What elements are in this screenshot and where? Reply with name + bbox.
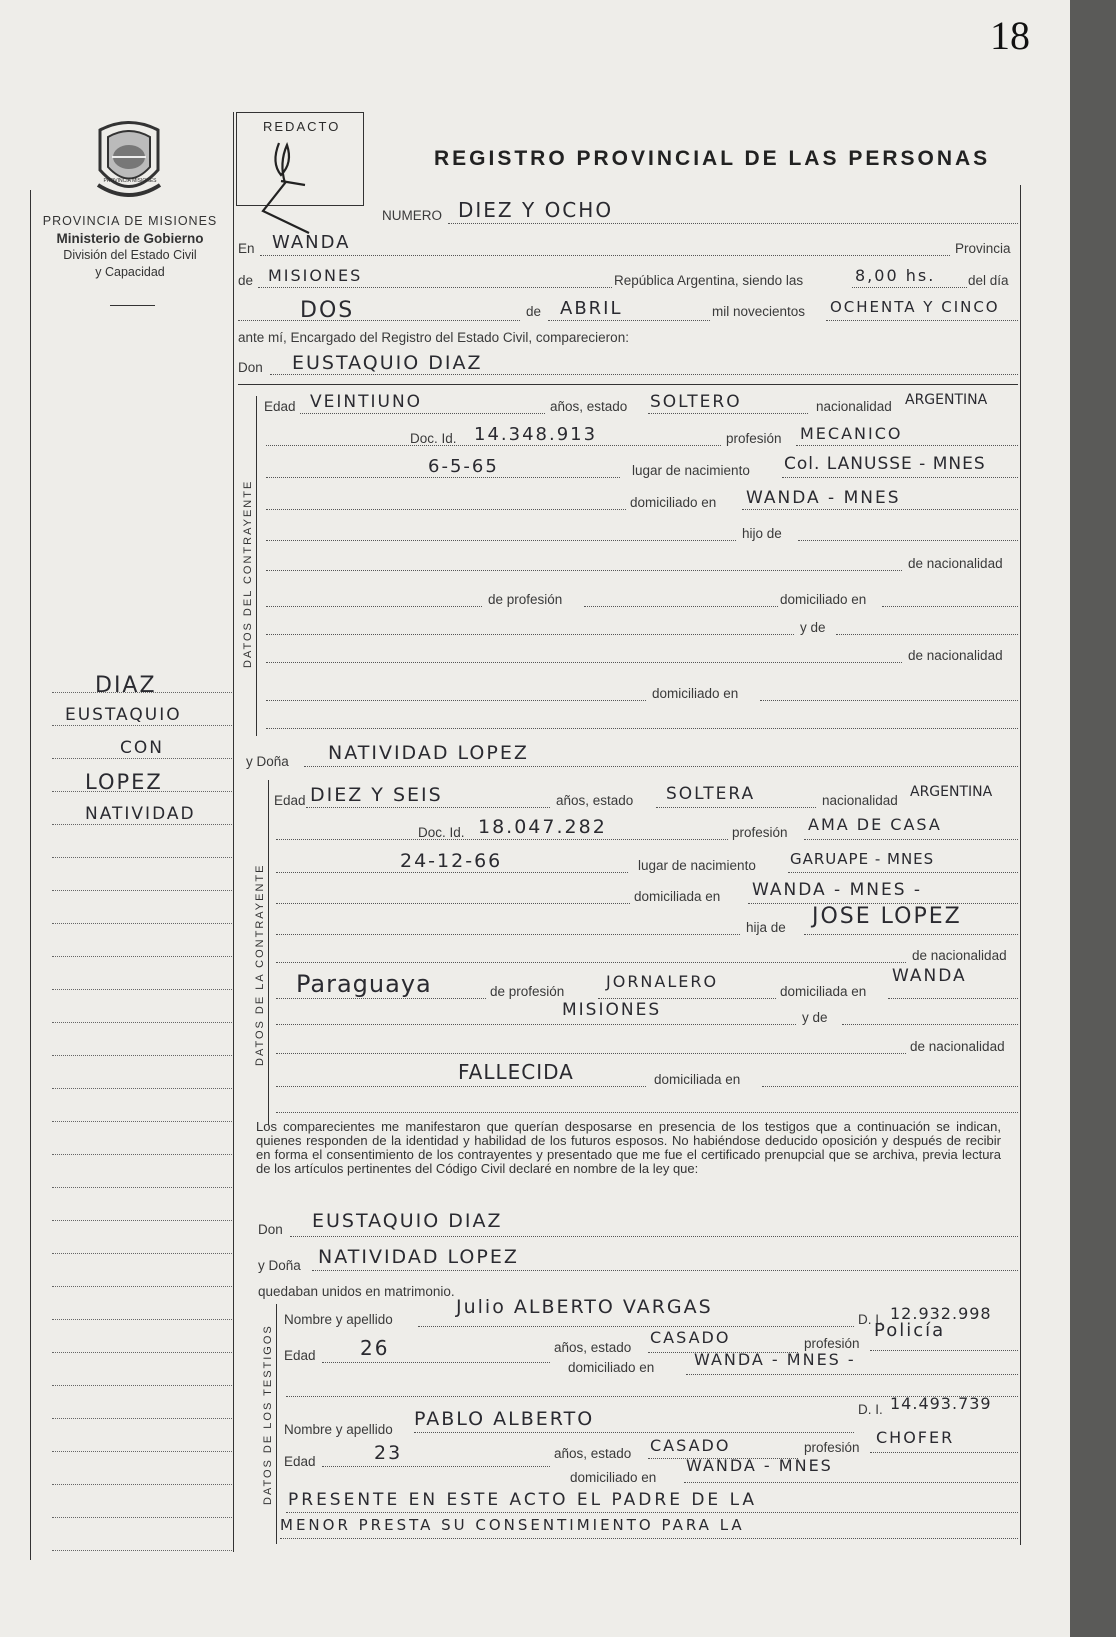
right-border bbox=[1020, 185, 1021, 1545]
f-fecha-value: 24-12-66 bbox=[400, 850, 503, 872]
t2-prof-label: profesión bbox=[804, 1440, 860, 1455]
t2-dom-line bbox=[684, 1482, 1018, 1483]
don-line bbox=[270, 374, 1018, 375]
c-dom-line-left bbox=[266, 509, 626, 510]
f-nac3-line bbox=[276, 1053, 906, 1054]
t1-prof-value: Policía bbox=[874, 1320, 946, 1341]
redacto-stamp bbox=[236, 112, 364, 206]
c-dom3-line-left bbox=[266, 700, 646, 701]
c-dom-value: WANDA - MNES bbox=[746, 488, 901, 508]
decl-dona-value: NATIVIDAD LOPEZ bbox=[318, 1246, 519, 1268]
margin-line bbox=[52, 1352, 232, 1353]
provincia-label: Provincia bbox=[955, 241, 1011, 256]
t1-edad-label: Edad bbox=[284, 1348, 316, 1363]
en-value: WANDA bbox=[272, 232, 351, 253]
f-doc-value: 18.047.282 bbox=[478, 816, 607, 838]
c-fecha-value: 6-5-65 bbox=[428, 456, 499, 477]
dona-label: y Doña bbox=[246, 754, 289, 769]
f-anios-label: años, estado bbox=[556, 793, 634, 808]
quedaban-label: quedaban unidos en matrimonio. bbox=[258, 1284, 455, 1299]
t2-di-label: D. I. bbox=[858, 1402, 883, 1417]
margin-line bbox=[52, 890, 232, 891]
c-dom3-label: domiciliado en bbox=[652, 686, 739, 701]
numero-value: DIEZ Y OCHO bbox=[458, 198, 614, 222]
c-estado-line bbox=[648, 413, 808, 414]
seal-text: PROVINCIA MISIONES bbox=[103, 178, 157, 184]
note-line-1: PRESENTE EN ESTE ACTO EL PADRE DE LA bbox=[288, 1490, 758, 1510]
c-nac3-line bbox=[266, 662, 902, 663]
t2-edad-label: Edad bbox=[284, 1454, 316, 1469]
republica-label: República Argentina, siendo las bbox=[614, 273, 804, 288]
document-title: REGISTRO PROVINCIAL DE LAS PERSONAS bbox=[434, 147, 991, 170]
margin-line bbox=[52, 692, 232, 693]
c-dom2-line bbox=[882, 606, 1018, 607]
de-mes-label: de bbox=[526, 304, 542, 319]
margin-line bbox=[52, 1418, 232, 1419]
division-name: División del Estado Civil bbox=[63, 248, 197, 262]
f-prof-line bbox=[804, 839, 1018, 840]
anio-value: OCHENTA Y CINCO bbox=[830, 298, 1000, 316]
header-rule bbox=[238, 384, 1018, 385]
f-estado-value: SOLTERA bbox=[666, 784, 756, 804]
decl-don-value: EUSTAQUIO DIAZ bbox=[312, 1210, 503, 1232]
c-prof-line bbox=[796, 445, 1018, 446]
c-hijo-line bbox=[798, 540, 1018, 541]
t1-dom-label: domiciliado en bbox=[568, 1360, 655, 1375]
t2-prof-value: CHOFER bbox=[876, 1428, 955, 1447]
t1-dom-value: WANDA - MNES - bbox=[694, 1350, 856, 1369]
t1-nombre-label: Nombre y apellido bbox=[284, 1312, 393, 1327]
declaration-text: Los comparecientes me manifestaron que querían desposarse en presencia de los testigos que a continuación se indican, quienes responden de la identidad y habilidad de los futuros esposos. No habiéndose deducido oposición y después de recibir en forma el consentimiento de los contrayentes y presentado que me fue el certificado prenupcial que se archiva, previa lectura de los artículos pertinentes del Código Civil declaré en nombre de la ley que: bbox=[256, 1119, 1001, 1176]
t1-di-label: D. I. bbox=[858, 1312, 883, 1327]
margin-note-name2: NATIVIDAD bbox=[85, 804, 196, 824]
c-prof-value: MECANICO bbox=[800, 424, 903, 443]
f-hija-label: hija de bbox=[746, 920, 786, 935]
f-padre-nac-line bbox=[276, 998, 486, 999]
c-doc-line bbox=[266, 445, 721, 446]
margin-line bbox=[52, 1055, 232, 1056]
margin-line bbox=[52, 857, 232, 858]
t1-di-value: 12.932.998 bbox=[890, 1304, 992, 1323]
note-line-2-rule bbox=[280, 1538, 1018, 1539]
margin-line bbox=[52, 1451, 232, 1452]
margin-line bbox=[52, 1220, 232, 1221]
f-edad-line bbox=[306, 807, 550, 808]
contrayenta-side-label: DATOS DE LA CONTRAYENTE bbox=[254, 863, 266, 1066]
f-padre-dom2-value: MISIONES bbox=[562, 1000, 662, 1020]
c-hijo-line-left bbox=[266, 540, 736, 541]
f-yde-line bbox=[842, 1024, 1018, 1025]
f-padre-line bbox=[804, 934, 1018, 935]
margin-divider bbox=[233, 112, 234, 1552]
c-edad-label: Edad bbox=[264, 399, 296, 414]
t1-estado-value: CASADO bbox=[650, 1328, 731, 1347]
f-lugar-value: GARUAPE - MNES bbox=[790, 850, 935, 868]
signature-icon bbox=[249, 133, 359, 243]
c-de-prof-label: de profesión bbox=[488, 592, 563, 607]
ante-label: ante mí, Encargado del Registro del Estado Civil, comparecieron: bbox=[238, 330, 629, 345]
c-nac-label: nacionalidad bbox=[816, 399, 892, 414]
f-de-prof-label: de profesión bbox=[490, 984, 565, 999]
hora-value: 8,00 hs. bbox=[855, 266, 936, 285]
f-de-nac2-label: de nacionalidad bbox=[910, 1039, 1005, 1054]
f-padre-dom2-line bbox=[276, 1024, 796, 1025]
f-lugar-line bbox=[788, 872, 1018, 873]
f-nac-label: nacionalidad bbox=[822, 793, 898, 808]
mes-value: ABRIL bbox=[560, 298, 623, 319]
ministry-name: Ministerio de Gobierno bbox=[56, 231, 204, 246]
margin-line bbox=[52, 758, 232, 759]
t1-prof-line bbox=[870, 1350, 1018, 1351]
c-anios-label: años, estado bbox=[550, 399, 628, 414]
margin-line bbox=[52, 1286, 232, 1287]
f-madre-estado-value: FALLECIDA bbox=[458, 1060, 574, 1084]
testigos-bracket bbox=[276, 1304, 277, 1544]
don-value: EUSTAQUIO DIAZ bbox=[292, 352, 483, 374]
en-line bbox=[260, 255, 950, 256]
margin-line bbox=[52, 1319, 232, 1320]
t2-dom-label: domiciliado en bbox=[570, 1470, 657, 1485]
t2-di-value: 14.493.739 bbox=[890, 1394, 992, 1413]
province-block bbox=[30, 213, 230, 281]
contrayente-side-label: DATOS DEL CONTRAYENTE bbox=[242, 479, 254, 668]
f-edad-value: DIEZ Y SEIS bbox=[310, 784, 443, 806]
c-fecha-line bbox=[266, 477, 620, 478]
f-nac2-line bbox=[276, 962, 906, 963]
margin-line bbox=[52, 791, 232, 792]
contrayenta-bracket bbox=[268, 780, 269, 1125]
hora-line bbox=[852, 287, 967, 288]
t2-nombre-line bbox=[414, 1432, 854, 1433]
c-lugar-line bbox=[782, 477, 1018, 478]
f-padre-value: JOSE LOPEZ bbox=[812, 904, 962, 929]
c-prof2-line bbox=[584, 606, 778, 607]
t1-dom-line bbox=[686, 1374, 1018, 1375]
provincial-seal-icon bbox=[90, 115, 168, 205]
mil-label: mil novecientos bbox=[712, 304, 806, 319]
c-yde-line bbox=[836, 634, 1018, 635]
margin-line bbox=[52, 824, 232, 825]
stamp-label: REDACTO bbox=[263, 119, 341, 134]
margin-line bbox=[52, 1121, 232, 1122]
c-doc-value: 14.348.913 bbox=[474, 424, 598, 445]
dona-line bbox=[304, 766, 1018, 767]
numero-line bbox=[448, 223, 1018, 224]
f-dom-line-left bbox=[276, 903, 630, 904]
c-edad-value: VEINTIUNO bbox=[310, 392, 423, 412]
t1-nombre-value: Julio ALBERTO VARGAS bbox=[456, 1296, 713, 1318]
c-extra-line bbox=[266, 728, 1018, 729]
del-dia-label: del día bbox=[968, 273, 1009, 288]
f-hija-line-left bbox=[276, 934, 740, 935]
page-edge-shadow bbox=[1070, 0, 1116, 1637]
dia-value: DOS bbox=[300, 298, 355, 323]
numero-label: NUMERO bbox=[382, 208, 442, 223]
t2-nombre-value: PABLO ALBERTO bbox=[414, 1408, 595, 1430]
t2-anios-label: años, estado bbox=[554, 1446, 632, 1461]
f-padre-prof-value: JORNALERO bbox=[606, 972, 719, 991]
c-edad-line bbox=[300, 413, 545, 414]
c-nac-value: ARGENTINA bbox=[905, 392, 988, 408]
f-dom-value: WANDA - MNES - bbox=[752, 880, 923, 900]
margin-line bbox=[52, 1187, 232, 1188]
anio-line bbox=[826, 320, 1018, 321]
decl-dona-line bbox=[312, 1270, 1018, 1271]
note-line-1-rule bbox=[286, 1512, 1018, 1513]
margin-line bbox=[52, 725, 232, 726]
page-number: 18 bbox=[990, 13, 1030, 58]
margin-line bbox=[52, 1253, 232, 1254]
mes-line bbox=[548, 320, 710, 321]
margin-note-surname2: LOPEZ bbox=[85, 770, 163, 794]
testigos-side-label: DATOS DE LOS TESTIGOS bbox=[262, 1324, 274, 1505]
province-rule bbox=[110, 305, 155, 306]
margin-note-con: CON bbox=[120, 738, 164, 758]
dona-value: NATIVIDAD LOPEZ bbox=[328, 742, 529, 764]
t1-nombre-line bbox=[418, 1326, 854, 1327]
c-doc-label: Doc. Id. bbox=[410, 431, 457, 446]
c-prof-label: profesión bbox=[726, 431, 782, 446]
f-extra-line bbox=[276, 1112, 1018, 1113]
f-prof-label: profesión bbox=[732, 825, 788, 840]
c-dom2-label: domiciliado en bbox=[780, 592, 867, 607]
f-nac-value: ARGENTINA bbox=[910, 784, 993, 800]
margin-line bbox=[52, 989, 232, 990]
c-dom-label: domiciliado en bbox=[630, 495, 717, 510]
f-prof-value: AMA DE CASA bbox=[808, 815, 942, 834]
t2-dom-value: WANDA - MNES bbox=[686, 1456, 833, 1475]
c-hijo-label: hijo de bbox=[742, 526, 782, 541]
margin-line bbox=[52, 1385, 232, 1386]
c-dom-line bbox=[742, 509, 1018, 510]
contrayente-bracket bbox=[256, 396, 257, 736]
c-lugar-value: Col. LANUSSE - MNES bbox=[784, 454, 986, 474]
c-lugar-label: lugar de nacimiento bbox=[632, 463, 750, 478]
f-madre-line bbox=[276, 1086, 646, 1087]
left-border bbox=[30, 190, 31, 1560]
margin-line bbox=[52, 923, 232, 924]
de-line bbox=[258, 287, 612, 288]
margin-note-surname: DIAZ bbox=[95, 673, 157, 698]
f-doc-label: Doc. Id. bbox=[418, 825, 465, 840]
province-name: PROVINCIA DE MISIONES bbox=[42, 214, 218, 228]
margin-line bbox=[52, 1517, 232, 1518]
t2-nombre-label: Nombre y apellido bbox=[284, 1422, 393, 1437]
f-padre-dom-line bbox=[888, 998, 1018, 999]
f-y-de-label: y de bbox=[802, 1010, 828, 1025]
margin-line bbox=[52, 1088, 232, 1089]
decl-don-label: Don bbox=[258, 1222, 283, 1237]
don-label: Don bbox=[238, 360, 263, 375]
c-nac2-line bbox=[266, 570, 902, 571]
t1-edad-line bbox=[322, 1362, 550, 1363]
c-de-nac-label: de nacionalidad bbox=[908, 556, 1003, 571]
margin-note-name: EUSTAQUIO bbox=[65, 705, 182, 725]
t2-estado-value: CASADO bbox=[650, 1436, 731, 1455]
f-dom-label: domiciliada en bbox=[634, 889, 721, 904]
t2-edad-line bbox=[322, 1466, 550, 1467]
f-dom3-line bbox=[762, 1086, 1018, 1087]
margin-line bbox=[52, 956, 232, 957]
t1-prof-label: profesión bbox=[804, 1336, 860, 1351]
dia-line bbox=[238, 320, 520, 321]
t2-edad-value: 23 bbox=[374, 1442, 403, 1464]
t1-anios-label: años, estado bbox=[554, 1340, 632, 1355]
note-line-2: MENOR PRESTA SU CONSENTIMIENTO PARA LA bbox=[280, 1516, 745, 1534]
decl-don-line bbox=[290, 1236, 1018, 1237]
margin-line bbox=[52, 1154, 232, 1155]
f-fecha-line bbox=[276, 872, 628, 873]
f-estado-line bbox=[656, 807, 816, 808]
c-prof2-line-left bbox=[266, 606, 482, 607]
en-label: En bbox=[238, 241, 255, 256]
t1-edad-value: 26 bbox=[360, 1336, 390, 1360]
f-de-nac-label: de nacionalidad bbox=[912, 948, 1007, 963]
capacity-name: y Capacidad bbox=[95, 265, 165, 279]
de-value: MISIONES bbox=[268, 266, 363, 285]
f-edad-label: Edad bbox=[274, 793, 306, 808]
f-doc-line bbox=[276, 839, 728, 840]
c-y-de-label: y de bbox=[800, 620, 826, 635]
f-padre-prof-line bbox=[598, 998, 776, 999]
f-padre-nac-value: Paraguaya bbox=[296, 970, 432, 998]
f-padre-dom-value: WANDA bbox=[892, 966, 967, 986]
margin-line bbox=[52, 1022, 232, 1023]
c-estado-value: SOLTERO bbox=[650, 392, 742, 412]
f-lugar-label: lugar de nacimiento bbox=[638, 858, 756, 873]
c-de-nac2-label: de nacionalidad bbox=[908, 648, 1003, 663]
margin-line bbox=[52, 1550, 232, 1551]
c-yde-line-left bbox=[266, 634, 794, 635]
de-label: de bbox=[238, 273, 254, 288]
c-dom3-line bbox=[760, 700, 1018, 701]
f-dom3-label: domiciliada en bbox=[654, 1072, 741, 1087]
decl-dona-label: y Doña bbox=[258, 1258, 301, 1273]
margin-line bbox=[52, 1484, 232, 1485]
f-dom2-label: domiciliada en bbox=[780, 984, 867, 999]
t2-prof-line bbox=[870, 1452, 1018, 1453]
